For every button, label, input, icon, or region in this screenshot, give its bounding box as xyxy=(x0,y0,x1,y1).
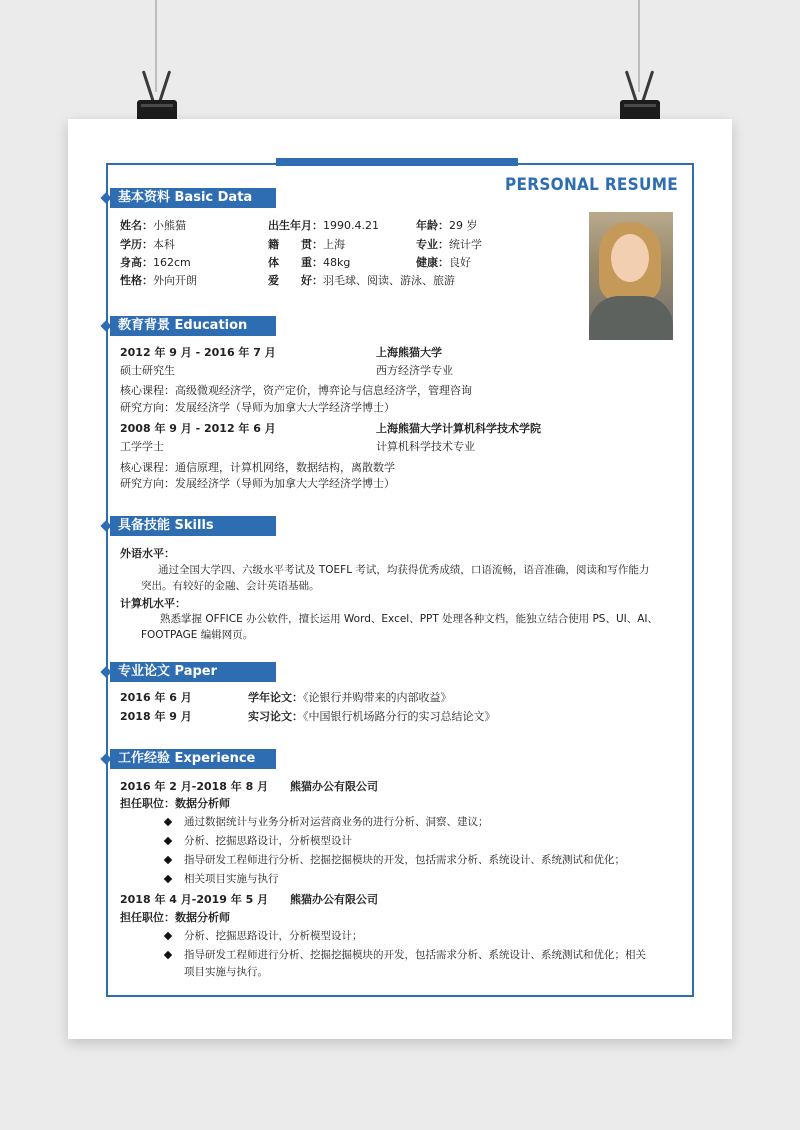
skills-language-label: 外语水平： xyxy=(120,547,175,560)
edu1-degree: 硕士研究生 xyxy=(120,364,175,377)
edu2-degree: 工学学士 xyxy=(120,440,164,453)
skills-language-line1: 通过全国大学四、六级水平考试及 TOEFL 考试，均获得优秀成绩，口语流畅，语音准确，阅读和写作能力 xyxy=(158,564,650,576)
basic-height: 身高：162cm xyxy=(120,256,191,269)
skills-language-line2: 突出。有较好的金融、会计英语基础。 xyxy=(141,580,320,592)
basic-birth: 出生年月：1990.4.21 xyxy=(268,219,379,232)
basic-hobby: 爱 好：羽毛球、阅读、游泳、旅游 xyxy=(268,274,455,287)
edu1-courses: 核心课程：高级微观经济学，资产定价，博弈论与信息经济学，管理咨询 xyxy=(120,384,472,397)
basic-major: 专业：统计学 xyxy=(416,238,482,251)
job1-duty1: 通过数据统计与业务分析对运营商业务的进行分析、洞察、建议； xyxy=(184,816,489,828)
basic-education: 学历：本科 xyxy=(120,238,175,251)
job2-duty2-line2: 项目实施与执行。 xyxy=(184,966,268,978)
top-accent-bar xyxy=(276,158,518,166)
edu2-courses: 核心课程：通信原理，计算机网络，数据结构，离散数学 xyxy=(120,461,395,474)
edu1-major: 西方经济学专业 xyxy=(376,364,453,377)
basic-name: 姓名：小熊猫 xyxy=(120,219,186,232)
section-paper-heading: 专业论文 Paper xyxy=(110,662,276,682)
section-education-heading: 教育背景 Education xyxy=(110,316,276,336)
edu1-research: 研究方向：发展经济学（导师为加拿大大学经济学博士） xyxy=(120,401,395,414)
skills-computer-line1: 熟悉掌握 OFFICE 办公软件，擅长运用 Word、Excel、PPT 处理各种文档，能独立结合使用 PS、UI、AI、 xyxy=(160,613,659,625)
edu2-major: 计算机科学技术专业 xyxy=(376,440,475,453)
section-basic-heading: 基本资料 Basic Data xyxy=(110,188,276,208)
job2-duty2-line1: 指导研发工程师进行分析、挖掘挖掘模块的开发，包括需求分析、系统设计、系统测试和优化；相关 xyxy=(184,949,646,961)
edu1-date: 2012 年 9 月 - 2016 年 7 月 xyxy=(120,346,276,359)
job1-duty2: 分析、挖掘思路设计，分析模型设计 xyxy=(184,835,352,847)
basic-health: 健康：良好 xyxy=(416,256,471,269)
job1-duty4: 相关项目实施与执行 xyxy=(184,873,279,885)
profile-photo xyxy=(589,212,673,340)
basic-origin: 籍 贯：上海 xyxy=(268,238,345,251)
basic-weight: 体 重：48kg xyxy=(268,256,351,269)
job2-duty1: 分析、挖掘思路设计，分析模型设计； xyxy=(184,930,363,942)
resume-paper xyxy=(68,119,732,1039)
paper1-entry: 学年论文：《论银行并购带来的内部收益》 xyxy=(248,691,452,704)
edu2-school: 上海熊猫大学计算机科学技术学院 xyxy=(376,422,541,435)
section-skills-heading: 具备技能 Skills xyxy=(110,516,276,536)
paper2-entry: 实习论文：《中国银行机场路分行的实习总结论文》 xyxy=(248,710,496,723)
section-experience-heading: 工作经验 Experience xyxy=(110,749,276,769)
job2-company: 熊猫办公有限公司 xyxy=(290,893,378,906)
skills-computer-label: 计算机水平： xyxy=(120,597,186,610)
job2-date: 2018 年 4 月-2019 年 5 月 xyxy=(120,893,269,906)
basic-character: 性格：外向开朗 xyxy=(120,274,197,287)
job2-role: 担任职位：数据分析师 xyxy=(120,911,230,924)
resume-title: PERSONAL RESUME xyxy=(505,175,678,195)
job1-role: 担任职位：数据分析师 xyxy=(120,797,230,810)
basic-age: 年龄：29 岁 xyxy=(416,219,478,232)
edu2-research: 研究方向：发展经济学（导师为加拿大大学经济学博士） xyxy=(120,477,395,490)
skills-computer-line2: FOOTPAGE 编辑网页。 xyxy=(141,629,254,641)
edu2-date: 2008 年 9 月 - 2012 年 6 月 xyxy=(120,422,276,435)
job1-date: 2016 年 2 月-2018 年 8 月 xyxy=(120,780,269,793)
edu1-school: 上海熊猫大学 xyxy=(376,346,442,359)
job1-duty3: 指导研发工程师进行分析、挖掘挖掘模块的开发，包括需求分析、系统设计、系统测试和优化； xyxy=(184,854,625,866)
job1-company: 熊猫办公有限公司 xyxy=(290,780,378,793)
paper1-date: 2016 年 6 月 xyxy=(120,691,192,704)
paper2-date: 2018 年 9 月 xyxy=(120,710,192,723)
